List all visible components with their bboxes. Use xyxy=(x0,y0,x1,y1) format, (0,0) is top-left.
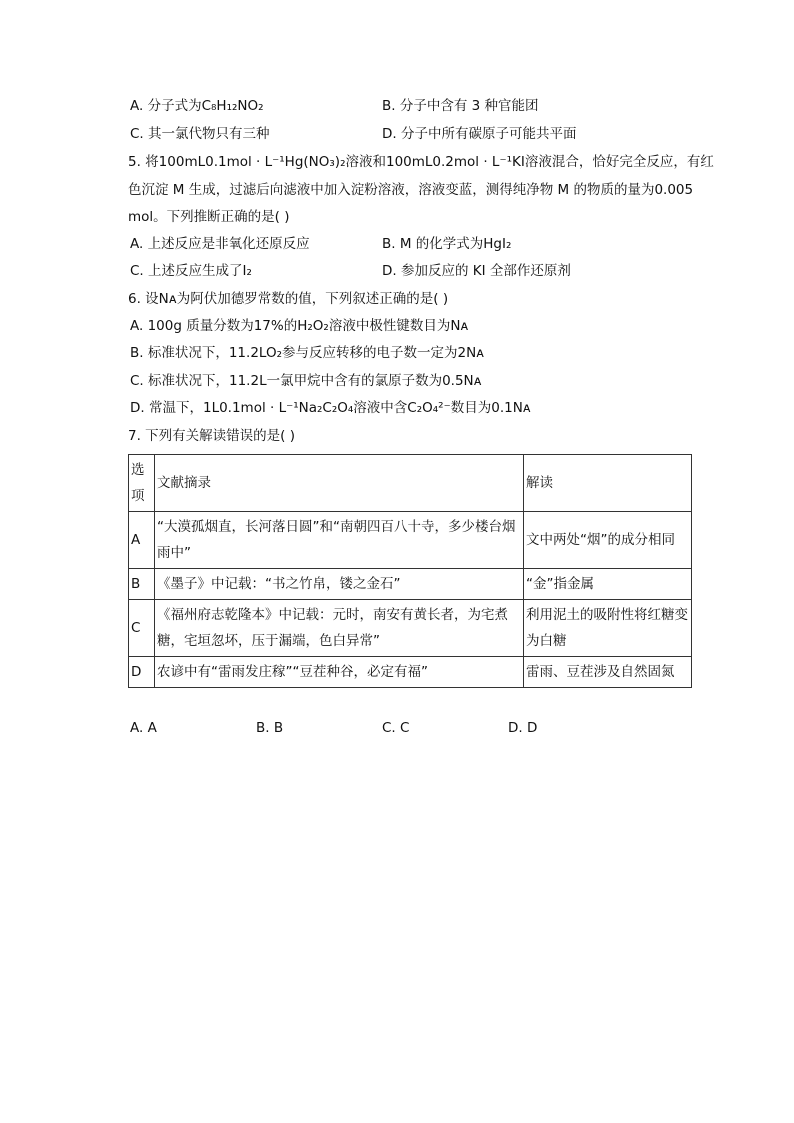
q5-option-c: C. 上述反应生成了I₂ xyxy=(130,263,252,279)
row-option: B xyxy=(129,569,155,600)
header-option: 选项 xyxy=(129,455,155,512)
table-row xyxy=(129,569,692,600)
q7-stem: 7. 下列有关解读错误的是( ) xyxy=(128,428,295,444)
row-option: C xyxy=(129,600,155,657)
q5-option-d: D. 参加反应的 KI 全部作还原剂 xyxy=(382,263,571,279)
q7-answer-d: D. D xyxy=(508,720,538,736)
q6-option-b: B. 标准状况下，11.2LO₂参与反应转移的电子数一定为2Nᴀ xyxy=(130,345,485,361)
row-excerpt: 《福州府志乾隆本》中记载：元时，南安有黄长者，为宅煮糖，宅垣忽坏，压于漏端，色白异常” xyxy=(155,600,524,657)
row-excerpt: “大漠孤烟直，长河落日圆”和“南朝四百八十寺，多少楼台烟雨中” xyxy=(155,512,524,569)
row-excerpt: 农谚中有“雷雨发庄稼”“豆茬种谷，必定有福” xyxy=(155,657,524,688)
q4-option-d: D. 分子中所有碳原子可能共平面 xyxy=(382,126,577,142)
row-option: D xyxy=(129,657,155,688)
q5-stem-line3: mol。下列推断正确的是( ) xyxy=(128,209,290,225)
literature-table xyxy=(128,454,692,688)
header-interpretation: 解读 xyxy=(524,455,692,512)
q7-answer-a: A. A xyxy=(130,720,157,736)
q4-option-c: C. 其一氯代物只有三种 xyxy=(130,126,270,142)
q6-option-d: D. 常温下，1L0.1mol · L⁻¹Na₂C₂O₄溶液中含C₂O₄²⁻数目为0.1Nᴀ xyxy=(130,400,531,416)
q6-option-c: C. 标准状况下，11.2L一氯甲烷中含有的氯原子数为0.5Nᴀ xyxy=(130,373,482,389)
q5-stem-line2: 色沉淀 M 生成，过滤后向滤液中加入淀粉溶液，溶液变蓝，测得纯净物 M 的物质的量为0.005 xyxy=(128,182,694,198)
q5-option-b: B. M 的化学式为HgI₂ xyxy=(382,236,512,252)
q7-answer-c: C. C xyxy=(382,720,410,736)
q6-option-a: A. 100g 质量分数为17%的H₂O₂溶液中极性键数目为Nᴀ xyxy=(130,318,469,334)
table-row xyxy=(129,600,692,657)
q4-option-a: A. 分子式为C₈H₁₂NO₂ xyxy=(130,98,264,114)
row-interpretation: “金”指金属 xyxy=(524,569,692,600)
table-header-row xyxy=(129,455,692,512)
table-row xyxy=(129,512,692,569)
header-excerpt: 文献摘录 xyxy=(155,455,524,512)
table-row xyxy=(129,657,692,688)
row-excerpt: 《墨子》中记载：“书之竹帛，镂之金石” xyxy=(155,569,524,600)
row-interpretation: 利用泥土的吸附性将红糖变为白糖 xyxy=(524,600,692,657)
q7-answer-b: B. B xyxy=(256,720,284,736)
q5-stem-line1: 5. 将100mL0.1mol · L⁻¹Hg(NO₃)₂溶液和100mL0.2mol · L⁻¹KI溶液混合，恰好完全反应，有红 xyxy=(128,154,714,170)
row-option: A xyxy=(129,512,155,569)
row-interpretation: 雷雨、豆茬涉及自然固氮 xyxy=(524,657,692,688)
row-interpretation: 文中两处“烟”的成分相同 xyxy=(524,512,692,569)
q6-stem: 6. 设Nᴀ为阿伏加德罗常数的值，下列叙述正确的是( ) xyxy=(128,291,449,307)
q4-option-b: B. 分子中含有 3 种官能团 xyxy=(382,98,539,114)
q5-option-a: A. 上述反应是非氧化还原反应 xyxy=(130,236,310,252)
